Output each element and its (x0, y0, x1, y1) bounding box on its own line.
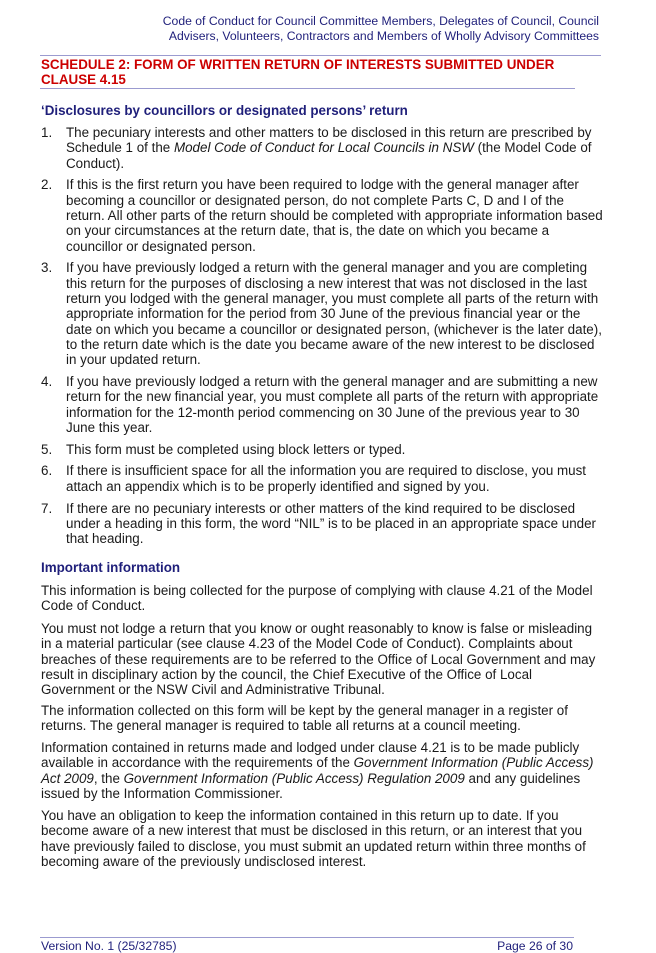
list-item-number: 2. (41, 177, 53, 193)
list-item-text: If you have previously lodged a return with the general manager and are submitting a new return for the new financial year, you must complete all parts of the return with appropriate information for the 12-month period commencing on 30 June of the previous year to 30 June this year. (66, 373, 599, 435)
list-item-text: If there is insufficient space for all the information you are required to disclose, you must attach an appendix which is to be properly identified and signed by you. (66, 463, 587, 494)
header-divider (40, 55, 601, 56)
page-number: Page 26 of 30 (497, 939, 573, 953)
list-item (41, 374, 606, 435)
list-item (41, 442, 606, 457)
list-item-text: If there are no pecuniary interests or other matters of the kind required to be disclosed under a heading in this form, the word “NIL” is to be placed in an appropriate space under that heading. (66, 500, 596, 547)
list-item (41, 260, 606, 367)
list-item-number: 3. (41, 260, 53, 276)
list-item-number: 5. (41, 441, 53, 457)
schedule-title-line-1: SCHEDULE 2: FORM OF WRITTEN RETURN OF INTERESTS SUBMITTED UNDER (41, 57, 555, 72)
paragraph-text: , the (93, 770, 124, 786)
list-item-italic-title: Model Code of Conduct for Local Councils in NSW (173, 140, 474, 156)
important-paragraph-3: The information collected on this form will be kept by the general manager in a register of returns. The general manager is required to table all returns at a council meeting. (41, 703, 568, 734)
list-item-text: This form must be completed using block letters or typed. (66, 441, 406, 457)
list-item-number: 7. (41, 500, 53, 516)
list-item (41, 463, 606, 494)
running-header-line-1: Code of Conduct for Council Committee Members, Delegates of Council, Council (162, 14, 599, 28)
legislation-title: Government Information (Public Access) Act 2009 (41, 755, 594, 786)
paragraph-text: and any guidelines issued by the Information Commissioner. (41, 770, 581, 801)
list-item-number: 1. (41, 125, 53, 140)
list-item-number: 4. (41, 373, 53, 389)
schedule-title-line-2: CLAUSE 4.15 (41, 72, 126, 87)
list-item (41, 177, 606, 253)
disclosures-heading: ‘Disclosures by councillors or designated persons’ return (41, 103, 408, 118)
list-item (41, 125, 606, 171)
important-information-heading: Important information (41, 560, 181, 575)
important-paragraph-2: You must not lodge a return that you know or ought reasonably to know is false or misleading in a material particular (see clause 4.23 of the Model Code of Conduct). Complaints about breaches of these requirements are to be referred to the Office of Local Government and may result in disciplinary action by the council, the Chief Executive of the Office of Local Government or the NSW Civil and Administrative Tribunal. (41, 621, 596, 698)
footer-divider (40, 937, 574, 938)
list-item-text: The pecuniary interests and other matters to be disclosed in this return are prescribed by Schedule 1 of the (66, 125, 592, 156)
list-item-text: If this is the first return you have been required to lodge with the general manager after becoming a councillor or designated person, do not complete Parts C, D and I of the return. All other parts of the return should be completed with appropriate information based on your circumstances at the return date, that is, the date on which you became a councillor or designated person. (66, 177, 603, 254)
important-paragraph-4 (41, 740, 606, 801)
important-paragraph-5: You have an obligation to keep the information contained in this return up to date. If you become aware of a new interest that must be disclosed in this return, or an interest that you have previously failed to disclose, you must submit an updated return within three months of becoming aware of the previously undisclosed interest. (41, 808, 586, 869)
list-item-text: (the Model Code of Conduct). (66, 140, 592, 171)
list-item-text: If you have previously lodged a return with the general manager and you are completing this return for the purposes of disclosing a new interest that was not disclosed in the last return you lodged with the general manager, you must complete all parts of the return with appropriate information for the period from 30 June of the previous financial year or the date on which you became a councillor or designated person, (whichever is the later date), to the return date which is the date you became aware of the new interest to be disclosed in your updated return. (66, 260, 602, 368)
running-header (163, 14, 599, 44)
regulation-title: Government Information (Public Access) Regulation 2009 (123, 770, 465, 786)
title-divider (40, 88, 575, 89)
version-number: Version No. 1 (25/32785) (41, 939, 177, 953)
instructions-list (41, 125, 606, 553)
list-item (41, 501, 606, 547)
important-paragraph-1: This information is being collected for the purpose of complying with clause 4.21 of the Model Code of Conduct. (41, 583, 593, 614)
schedule-title (41, 57, 581, 87)
paragraph-text: Information contained in returns made and lodged under clause 4.21 is to be made publicly available in accordance with the requirements of the (41, 740, 580, 771)
running-header-line-2: Advisers, Volunteers, Contractors and Members of Wholly Advisory Committees (168, 29, 599, 43)
list-item-number: 6. (41, 463, 53, 479)
